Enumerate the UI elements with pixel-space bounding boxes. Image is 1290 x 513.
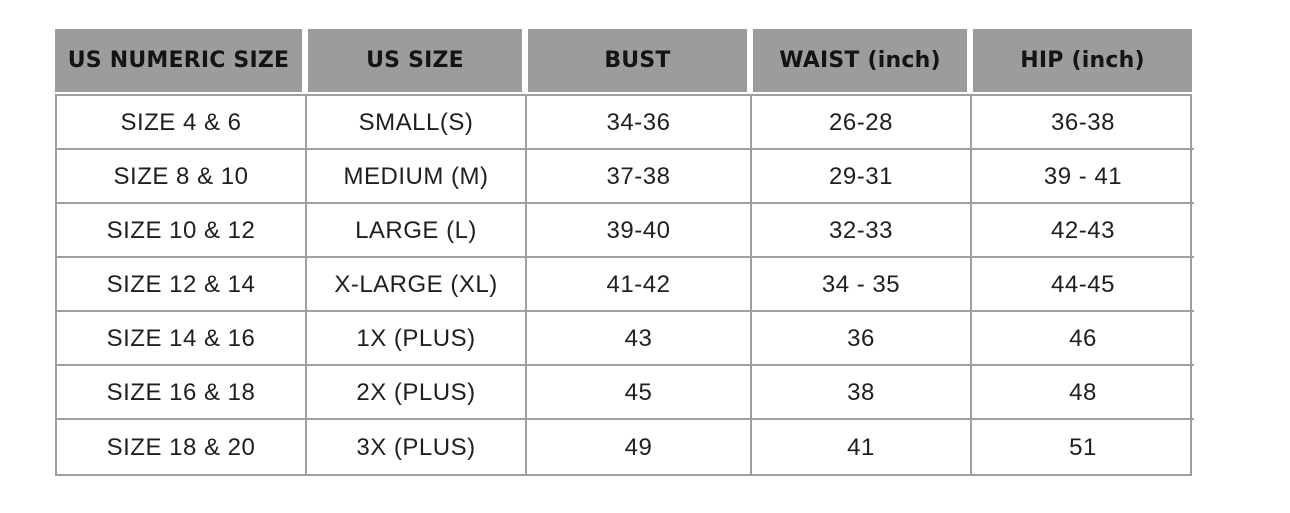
- table-cell: 45: [527, 366, 752, 420]
- table-cell: 36: [752, 312, 972, 366]
- table-cell: 36-38: [972, 96, 1194, 150]
- table-cell: 3X (PLUS): [307, 420, 527, 474]
- table-cell: 46: [972, 312, 1194, 366]
- table-body: [55, 94, 1192, 476]
- column-header: WAIST (inch): [753, 29, 967, 92]
- table-cell: 42-43: [972, 204, 1194, 258]
- table-cell: 34-36: [527, 96, 752, 150]
- table-cell: 37-38: [527, 150, 752, 204]
- column-header: BUST: [528, 29, 747, 92]
- table-cell: 34 - 35: [752, 258, 972, 312]
- size-chart-table: [55, 29, 1192, 476]
- table-cell: 38: [752, 366, 972, 420]
- table-cell: 41-42: [527, 258, 752, 312]
- table-cell: 39 - 41: [972, 150, 1194, 204]
- table-cell: X-LARGE (XL): [307, 258, 527, 312]
- table-cell: SIZE 18 & 20: [57, 420, 307, 474]
- table-header-row: [55, 29, 1192, 92]
- table-cell: 39-40: [527, 204, 752, 258]
- table-cell: SIZE 16 & 18: [57, 366, 307, 420]
- table-cell: SIZE 4 & 6: [57, 96, 307, 150]
- table-cell: 29-31: [752, 150, 972, 204]
- table-cell: 48: [972, 366, 1194, 420]
- table-cell: 49: [527, 420, 752, 474]
- table-cell: SIZE 10 & 12: [57, 204, 307, 258]
- table-cell: SMALL(S): [307, 96, 527, 150]
- table-cell: 51: [1069, 434, 1097, 461]
- table-cell: 44-45: [972, 258, 1194, 312]
- column-header: US SIZE: [308, 29, 522, 92]
- table-cell: LARGE (L): [307, 204, 527, 258]
- table-cell: MEDIUM (M): [307, 150, 527, 204]
- table-cell: SIZE 14 & 16: [57, 312, 307, 366]
- table-cell: SIZE 8 & 10: [57, 150, 307, 204]
- table-cell: 32-33: [752, 204, 972, 258]
- table-cell: 2X (PLUS): [307, 366, 527, 420]
- column-header: US NUMERIC SIZE: [55, 29, 302, 92]
- table-cell: 41: [752, 420, 972, 474]
- table-cell: 43: [527, 312, 752, 366]
- table-cell: SIZE 12 & 14: [57, 258, 307, 312]
- table-cell: 26-28: [752, 96, 972, 150]
- table-cell: 1X (PLUS): [307, 312, 527, 366]
- column-header: HIP (inch): [973, 29, 1192, 92]
